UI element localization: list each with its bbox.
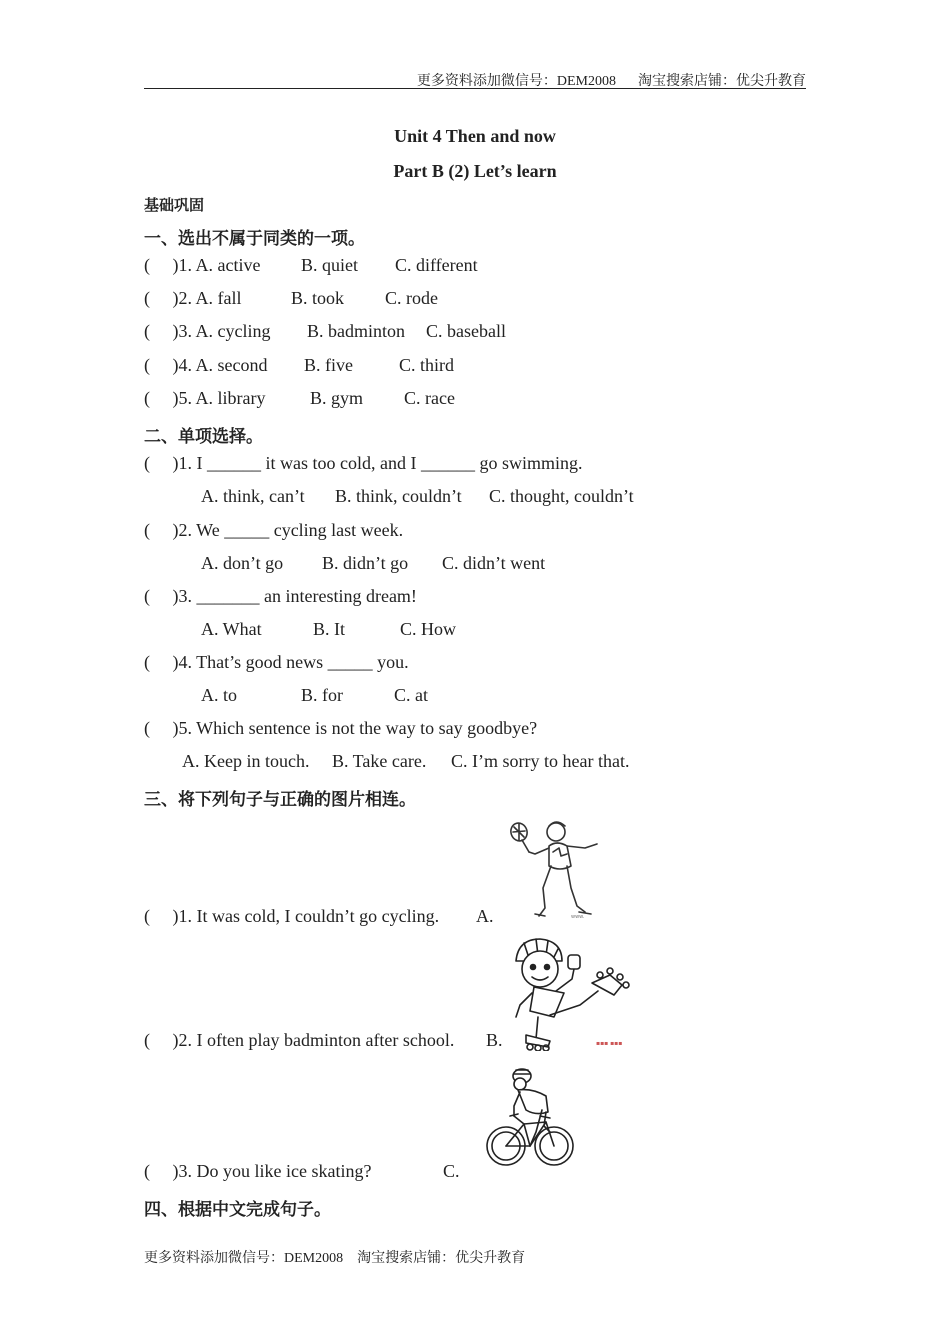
list-item: ( )4. A. second B. five C. third — [144, 355, 455, 375]
question-options: A. don’t go B. didn’t go C. didn’t went — [201, 553, 546, 573]
part1-heading: 一、选出不属于同类的一项。 — [144, 229, 365, 249]
question: ( )3. _______ an interesting dream! — [144, 586, 417, 606]
question: ( )1. I ______ it was too cold, and I ______ go swimming. — [144, 453, 583, 473]
part3-heading: 三、将下列句子与正确的图片相连。 — [144, 790, 416, 810]
question: ( )4. That’s good news _____ you. — [144, 652, 409, 672]
question-options: A. to B. for C. at — [201, 685, 428, 705]
svg-text:www.: www. — [571, 914, 585, 920]
page-footer — [144, 1247, 539, 1267]
list-item: ( )1. A. active B. quiet C. different — [144, 255, 478, 275]
list-item: ( )5. A. library B. gym C. race — [144, 388, 455, 408]
match-item: ( )1. It was cold, I couldn’t go cycling. A. — [144, 906, 494, 926]
section-label: 基础巩固 — [144, 196, 205, 214]
header-divider — [144, 88, 806, 89]
part2-heading: 二、单项选择。 — [144, 427, 263, 447]
question-options: A. What B. It C. How — [201, 619, 457, 639]
badminton-player-image — [505, 818, 615, 924]
question: ( )2. We _____ cycling last week. — [144, 520, 404, 540]
page-header — [144, 70, 806, 90]
header-shop: 淘宝搜索店铺：优尖升教育 — [638, 74, 806, 89]
roller-skater-image — [510, 935, 640, 1051]
lesson-title: Part B (2) Let’s learn — [393, 161, 557, 181]
match-item: ( )3. Do you like ice skating? C. — [144, 1161, 460, 1181]
header-wechat: 更多资料添加微信号：DEM2008 — [416, 74, 616, 89]
list-item: ( )2. A. fall B. took C. rode — [144, 288, 438, 308]
question-options: A. Keep in touch. B. Take care. C. I’m sorry to hear that. — [182, 751, 630, 771]
match-item: ( )2. I often play badminton after school. B. — [144, 1030, 503, 1050]
unit-title: Unit 4 Then and now — [394, 126, 556, 146]
question: ( )5. Which sentence is not the way to say goodbye? — [144, 718, 538, 738]
cyclist-image — [484, 1066, 578, 1176]
question-options: A. think, can’t B. think, couldn’t C. thought, couldn’t — [201, 486, 634, 506]
part4-heading: 四、根据中文完成句子。 — [144, 1200, 331, 1220]
footer-shop: 淘宝搜索店铺：优尖升教育 — [357, 1251, 526, 1266]
footer-wechat: 更多资料添加微信号：DEM2008 — [144, 1251, 344, 1266]
svg-text:▪▪▪ ▪▪▪: ▪▪▪ ▪▪▪ — [596, 1040, 623, 1047]
list-item: ( )3. A. cycling B. badminton C. baseball — [144, 321, 506, 341]
